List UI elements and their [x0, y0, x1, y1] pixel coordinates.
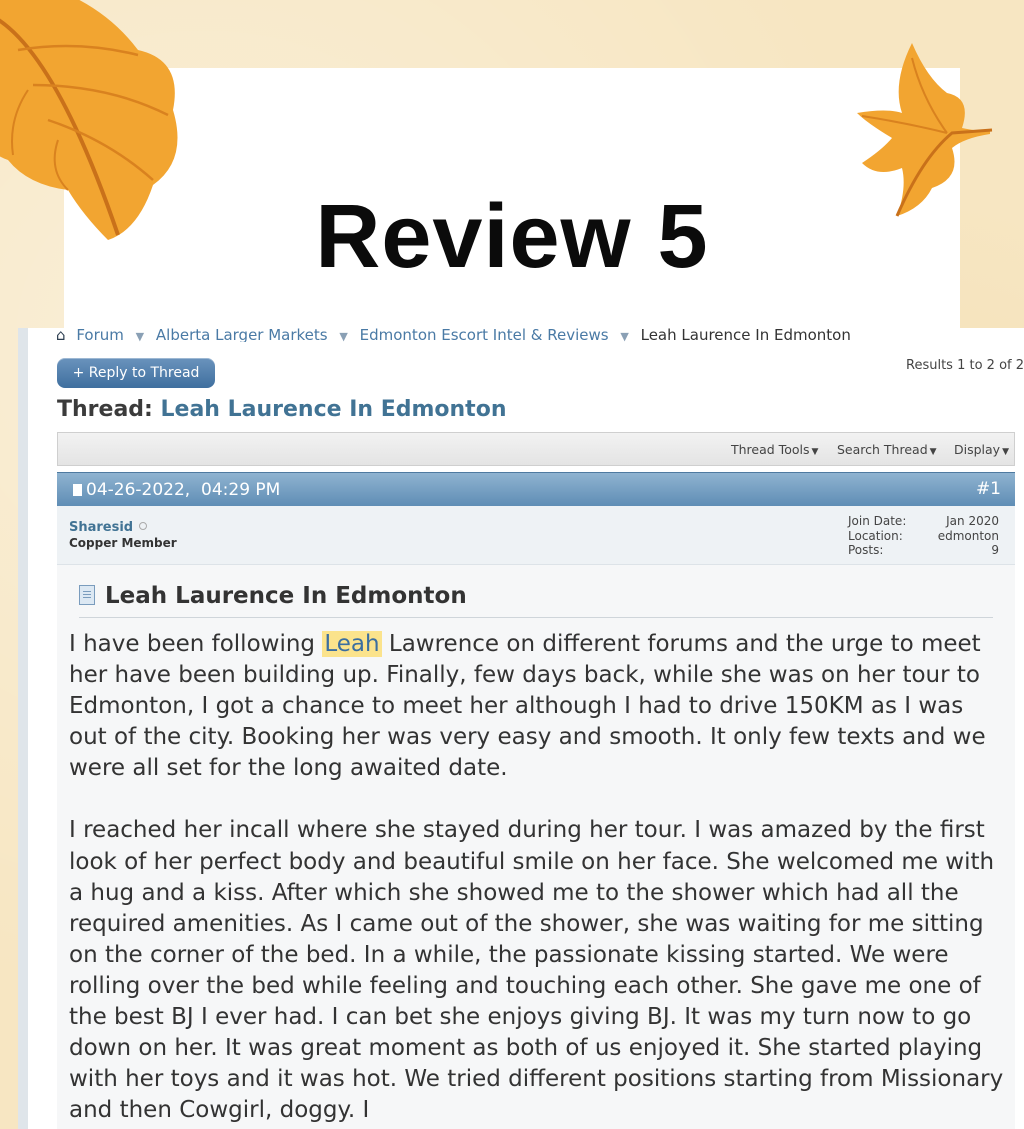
thread-tools-menu[interactable] — [731, 442, 818, 457]
breadcrumb-current: Leah Laurence In Edmonton — [640, 328, 851, 342]
reply-to-thread-button[interactable]: + Reply to Thread — [57, 358, 215, 388]
maple-leaf-icon — [0, 0, 188, 252]
thread-tools-label: Thread Tools — [731, 442, 810, 457]
post-body — [57, 565, 1015, 1129]
posts-value: 9 — [991, 543, 999, 557]
thread-tools-bar — [57, 432, 1015, 466]
banner-title: Review 5 — [315, 187, 709, 287]
display-label: Display — [954, 442, 1001, 457]
breadcrumb-item[interactable]: Forum — [76, 328, 124, 342]
highlighted-search-term: Leah — [324, 631, 380, 657]
thread-title — [57, 397, 506, 422]
location-value: edmonton — [937, 528, 999, 543]
search-thread-label: Search Thread — [837, 442, 928, 457]
username-text: Sharesid — [69, 520, 134, 535]
post-title-text: Leah Laurence In Edmonton — [105, 583, 467, 609]
results-count: Results 1 to 2 of 2 — [906, 358, 1024, 373]
post-time-value: 04:29 PM — [201, 480, 281, 500]
join-date-label: Join Date: — [848, 514, 907, 528]
breadcrumb-separator-icon: ▼ — [620, 330, 629, 342]
post-user-info — [57, 506, 1015, 565]
posts-label: Posts: — [848, 543, 884, 557]
post-doc-icon — [79, 585, 95, 605]
post-doc-icon — [73, 484, 82, 496]
breadcrumb-separator-icon: ▼ — [339, 330, 348, 342]
caret-down-icon: ▼ — [1002, 447, 1009, 457]
post-header — [57, 472, 1015, 506]
post-title — [79, 583, 993, 618]
maple-leaf-icon — [852, 38, 994, 218]
search-thread-menu[interactable] — [837, 442, 937, 457]
title-card — [64, 68, 960, 336]
post-date-value: 04-26-2022, — [86, 480, 191, 500]
thread-title-link[interactable]: Leah Laurence In Edmonton — [160, 397, 507, 422]
caret-down-icon: ▼ — [929, 447, 937, 457]
join-date-value: Jan 2020 — [946, 514, 999, 528]
post-message — [69, 629, 1005, 1129]
post-paragraph: I reached her incall where she stayed during her tour. I was amazed by the first look of her perfect body and beautiful smile on her face. She welcomed me with a hug and a kiss. After which she showed me to the shower which had all the required amenities. As I came out of the shower, she was waiting for me sitting on the corner of the bed. In a while, the passionate kissing started. We were rolling over the bed while feeling and touching each other. She gave me one of the best BJ I ever had. I can bet she enjoys giving BJ. It was my turn now to go down on her. It was great moment as both of us enjoyed it. She started playing with her toys and it was hot. We tried different positions starting from Missionary and then Cowgirl, doggy. I — [69, 817, 1004, 1124]
post-text-span: I have been following — [69, 631, 323, 657]
post-date — [73, 480, 280, 500]
online-status-icon — [139, 522, 147, 530]
breadcrumb-separator-icon: ▼ — [135, 330, 145, 342]
location-label: Location: — [848, 528, 903, 543]
user-meta-labels — [848, 514, 906, 558]
forum-thread-panel — [18, 328, 1024, 1129]
breadcrumb — [56, 328, 1016, 342]
post-number-link[interactable]: #1 — [975, 479, 1001, 499]
thread-title-prefix: Thread: — [57, 397, 153, 422]
display-menu[interactable] — [954, 442, 1009, 457]
home-icon[interactable]: ⌂ — [56, 328, 66, 342]
breadcrumb-item[interactable]: Edmonton Escort Intel & Reviews — [359, 328, 609, 342]
breadcrumb-item[interactable]: Alberta Larger Markets — [155, 328, 328, 342]
username-link[interactable] — [69, 520, 147, 535]
user-rank: Copper Member — [69, 536, 177, 550]
post-paragraph — [69, 629, 1005, 784]
post-text-span: Lawrence on different forums and the urge to meet her have been building up. Finally, few days back, while she was on her tour to Edmonton, I got a chance to meet her although I had to drive 150KM as I was out of the city. Booking her was very easy and smooth. It only few texts and we were all set for the long awaited date. — [69, 631, 986, 782]
caret-down-icon: ▼ — [811, 447, 819, 457]
user-meta-values — [938, 514, 999, 558]
